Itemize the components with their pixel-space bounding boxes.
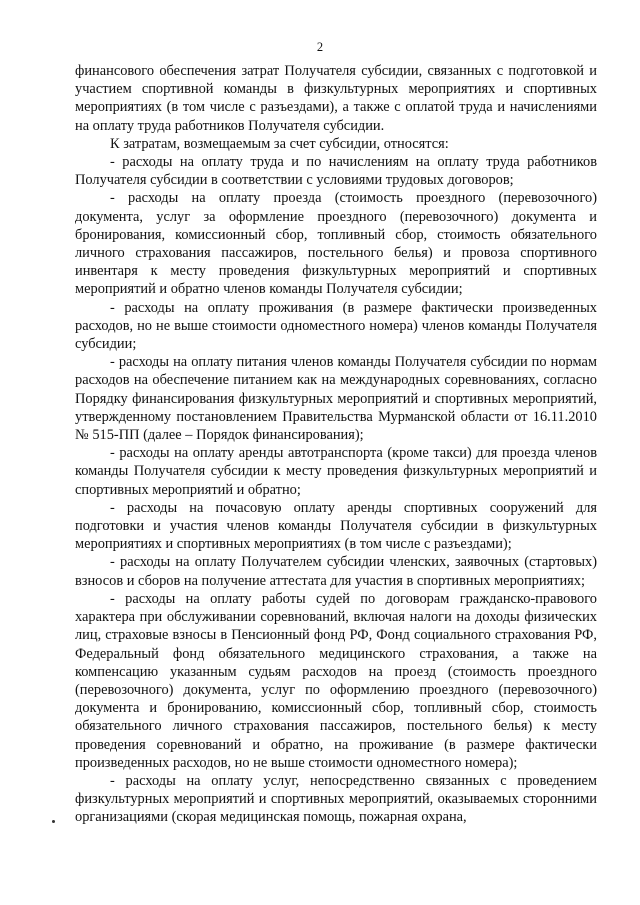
list-item-labor-costs: - расходы на оплату труда и по начислениям на оплату труда работников Получателя субсидии в соответствии с условиями трудовых договоров;	[75, 154, 597, 189]
document-body	[75, 62, 597, 827]
page-number: 2	[316, 40, 324, 54]
list-item-fees-costs: - расходы на оплату Получателем субсидии членских, заявочных (стартовых) взносов и сборов на получение аттестата для участия в спортивных мероприятиях;	[75, 554, 597, 589]
paragraph-expenses-heading: К затратам, возмещаемым за счет субсидии, относятся:	[110, 135, 449, 152]
list-item-travel-costs: - расходы на оплату проезда (стоимость проездного (перевозочного) документа, услуг за оформление проездного (перевозочного) документа и бронирования, комиссионный сбор, топливный сбор, стоимость обязательного личного страхования пассажиров, постельного белья) и провоза спортивного инвентаря к месту проведения физкультурных мероприятий и спортивных мероприятий и обратно членов команды Получателя субсидии;	[75, 190, 597, 298]
list-item-services-costs: - расходы на оплату услуг, непосредственно связанных с проведением физкультурных мероприятий и спортивных мероприятий, оказываемых сторонними организациями (скорая медицинская помощь, пожарная охрана,	[75, 772, 597, 826]
list-item-accommodation-costs: - расходы на оплату проживания (в размере фактически произведенных расходов, но не выше стоимости одноместного номера) членов команды Получателя субсидии;	[75, 299, 597, 353]
list-item-vehicle-rental-costs: - расходы на оплату аренды автотранспорта (кроме такси) для проезда членов команды Получателя субсидии к месту проведения физкультурных мероприятий и спортивных мероприятий и обратно;	[75, 445, 597, 498]
paragraph-intro: финансового обеспечения затрат Получателя субсидии, связанных с подготовкой и участием спортивной команды в физкультурных мероприятиях и спортивных мероприятиях (в том числе с разъездами), а также с оплатой труда и начислениями на оплату труда работников Получателя субсидии.	[75, 63, 597, 134]
list-item-facility-rental-costs: - расходы на почасовую оплату аренды спортивных сооружений для подготовки и участия членов команды Получателя субсидии в физкультурных мероприятиях и спортивных мероприятиях (в том числе с разъездами);	[75, 499, 597, 553]
scan-speck	[52, 820, 55, 823]
list-item-referee-costs: - расходы на оплату работы судей по договорам гражданско-правового характера при обслуживании соревнований, включая налоги на доходы физических лиц, страховые взносы в Пенсионный фонд РФ, Фонд социального страхования РФ, Федеральный фонд обязательного медицинского страхования, а также на компенсацию указанным судьям расходов на проезд (стоимость проездного (перевозочного) документа, услуг по оформлению проездного (перевозочного) документа и бронированию, комиссионный сбор, топливный сбор, стоимость обязательного личного страхования пассажиров, постельного белья) к месту проведения соревнований и обратно, на проживание (в размере фактически произведенных расходов, но не выше стоимости одноместного номера);	[75, 590, 597, 771]
list-item-meal-costs: - расходы на оплату питания членов команды Получателя субсидии по нормам расходов на обеспечение питанием как на международных соревнованиях, согласно Порядку финансирования физкультурных мероприятий и спортивных мероприятий, утвержденному постановлением Правительства Мурманской области от 16.11.2010 № 515-ПП (далее – Порядок финансирования);	[75, 354, 597, 444]
